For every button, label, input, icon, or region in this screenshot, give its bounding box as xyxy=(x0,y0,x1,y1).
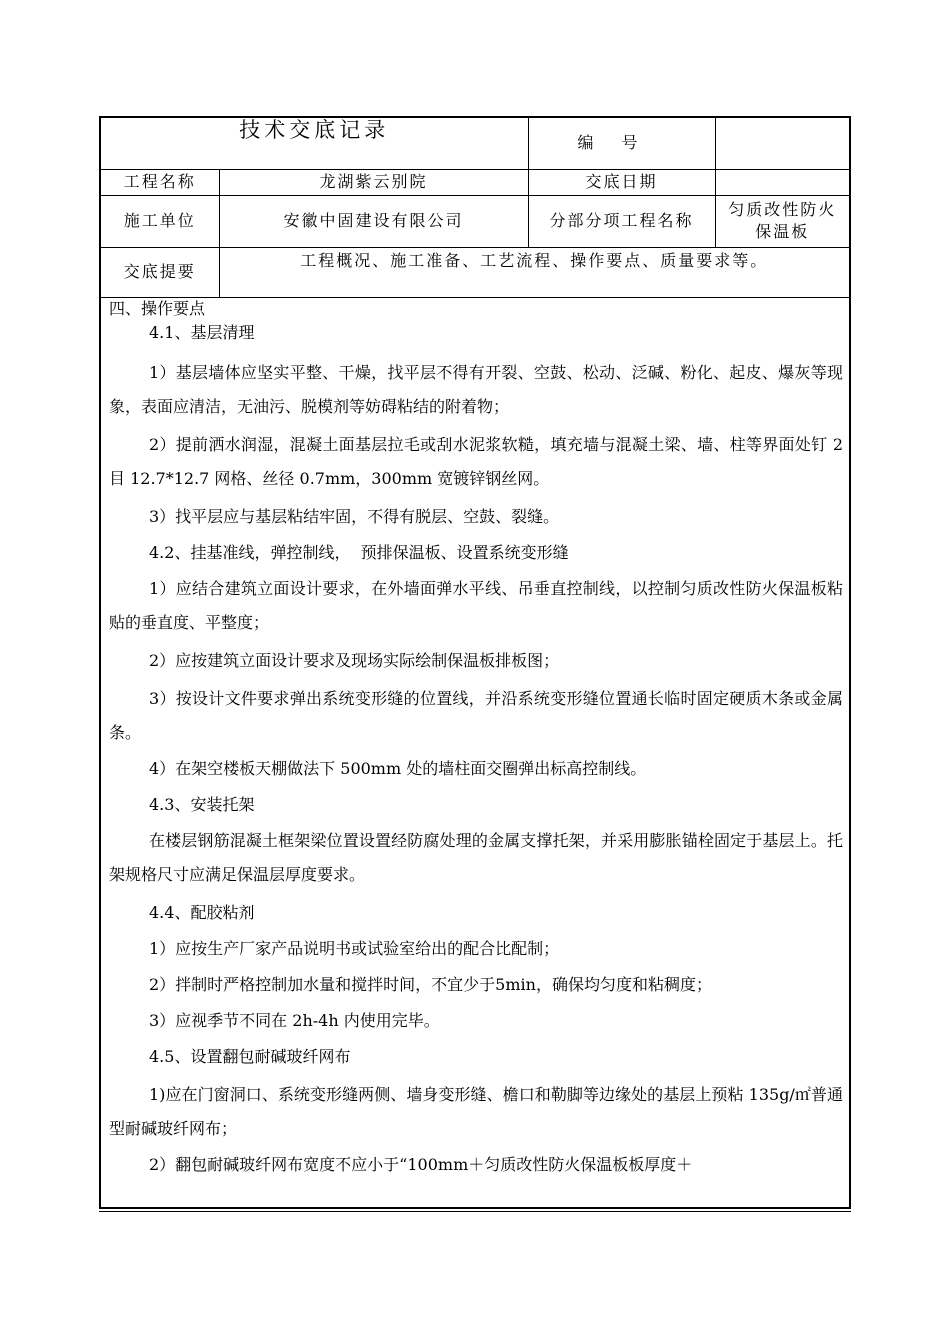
paragraph: 4.5、设置翻包耐碱玻纤网布 xyxy=(149,1047,351,1066)
number-value-cell xyxy=(715,118,849,169)
operation-points-body xyxy=(109,298,843,1182)
date-value xyxy=(715,169,849,195)
paragraph: 4.2、挂基准线，弹控制线， 预排保温板、设置系统变形缝 xyxy=(149,543,569,562)
paragraph: 3）应视季节不同在 2h-4h 内使用完毕。 xyxy=(149,1011,440,1030)
paragraph: 4.3、安装托架 xyxy=(149,795,255,814)
paragraph: 在楼层钢筋混凝土框架梁位置设置经防腐处理的金属支撑托架，并采用膨胀锚栓固定于基层上。托架规格尺寸应满足保温层厚度要求。 xyxy=(109,831,843,884)
summary-text: 工程概况、施工准备、工艺流程、操作要点、质量要求等。 xyxy=(300,250,769,270)
number-label-cell xyxy=(528,118,715,169)
bottom-rule xyxy=(99,1211,851,1212)
subproject-line-2: 保温板 xyxy=(755,222,810,241)
paragraph: 2）应按建筑立面设计要求及现场实际绘制保温板排板图； xyxy=(149,651,560,670)
paragraph: 1）基层墙体应坚实平整、干燥，找平层不得有开裂、空鼓、松动、泛碱、粉化、起皮、爆灰等现象，表面应清洁，无油污、脱模剂等妨碍粘结的附着物； xyxy=(109,363,843,416)
contractor-label: 施工单位 xyxy=(101,195,219,247)
number-label: 编号 xyxy=(577,133,666,153)
paragraph: 1）应结合建筑立面设计要求，在外墙面弹水平线、吊垂直控制线，以控制匀质改性防火保温板粘贴的垂直度、平整度； xyxy=(109,579,843,632)
subproject-line-1: 匀质改性防火 xyxy=(728,200,837,219)
paragraph: 3）找平层应与基层粘结牢固，不得有脱层、空鼓、裂缝。 xyxy=(149,507,560,526)
paragraph: 2）翻包耐碱玻纤网布宽度不应小于“100mm＋匀质改性防火保温板板厚度＋ xyxy=(149,1155,693,1174)
record-title: 技术交底记录 xyxy=(239,118,390,143)
date-label: 交底日期 xyxy=(528,169,715,195)
section-heading: 四、操作要点 xyxy=(109,299,206,318)
paragraph: 3）按设计文件要求弹出系统变形缝的位置线，并沿系统变形缝位置通长临时固定硬质木条或金属条。 xyxy=(109,689,843,742)
subproject-value xyxy=(715,195,849,247)
paragraph: 1)应在门窗洞口、系统变形缝两侧、墙身变形缝、檐口和勒脚等边缘处的基层上预粘 135g/㎡普通型耐碱玻纤网布； xyxy=(109,1085,843,1138)
paragraph: 4.4、配胶粘剂 xyxy=(149,903,255,922)
disclosure-record-sheet xyxy=(99,116,851,1209)
contractor-value: 安徽中固建设有限公司 xyxy=(219,195,528,247)
paragraph: 2）拌制时严格控制加水量和搅拌时间，不宜少于5min，确保均匀度和粘稠度； xyxy=(149,975,712,994)
record-title-cell xyxy=(101,118,528,169)
paragraph: 1）应按生产厂家产品说明书或试验室给出的配合比配制； xyxy=(149,939,560,958)
project-name-label: 工程名称 xyxy=(101,169,219,195)
project-name-value: 龙湖紫云别院 xyxy=(219,169,528,195)
paragraph: 4）在架空楼板天棚做法下 500mm 处的墙柱面交圈弹出标高控制线。 xyxy=(149,759,647,778)
paragraph: 4.1、基层清理 xyxy=(149,323,255,342)
summary-label: 交底提要 xyxy=(101,247,219,297)
subproject-label: 分部分项工程名称 xyxy=(528,195,715,247)
paragraph: 2）提前洒水润湿，混凝土面基层拉毛或刮水泥浆软糙，填充墙与混凝土梁、墙、柱等界面处钉 2 目 12.7*12.7 网格、丝径 0.7mm，300mm 宽镀锌钢丝网。 xyxy=(109,435,843,488)
summary-cell xyxy=(219,247,849,297)
header-table xyxy=(101,118,849,298)
